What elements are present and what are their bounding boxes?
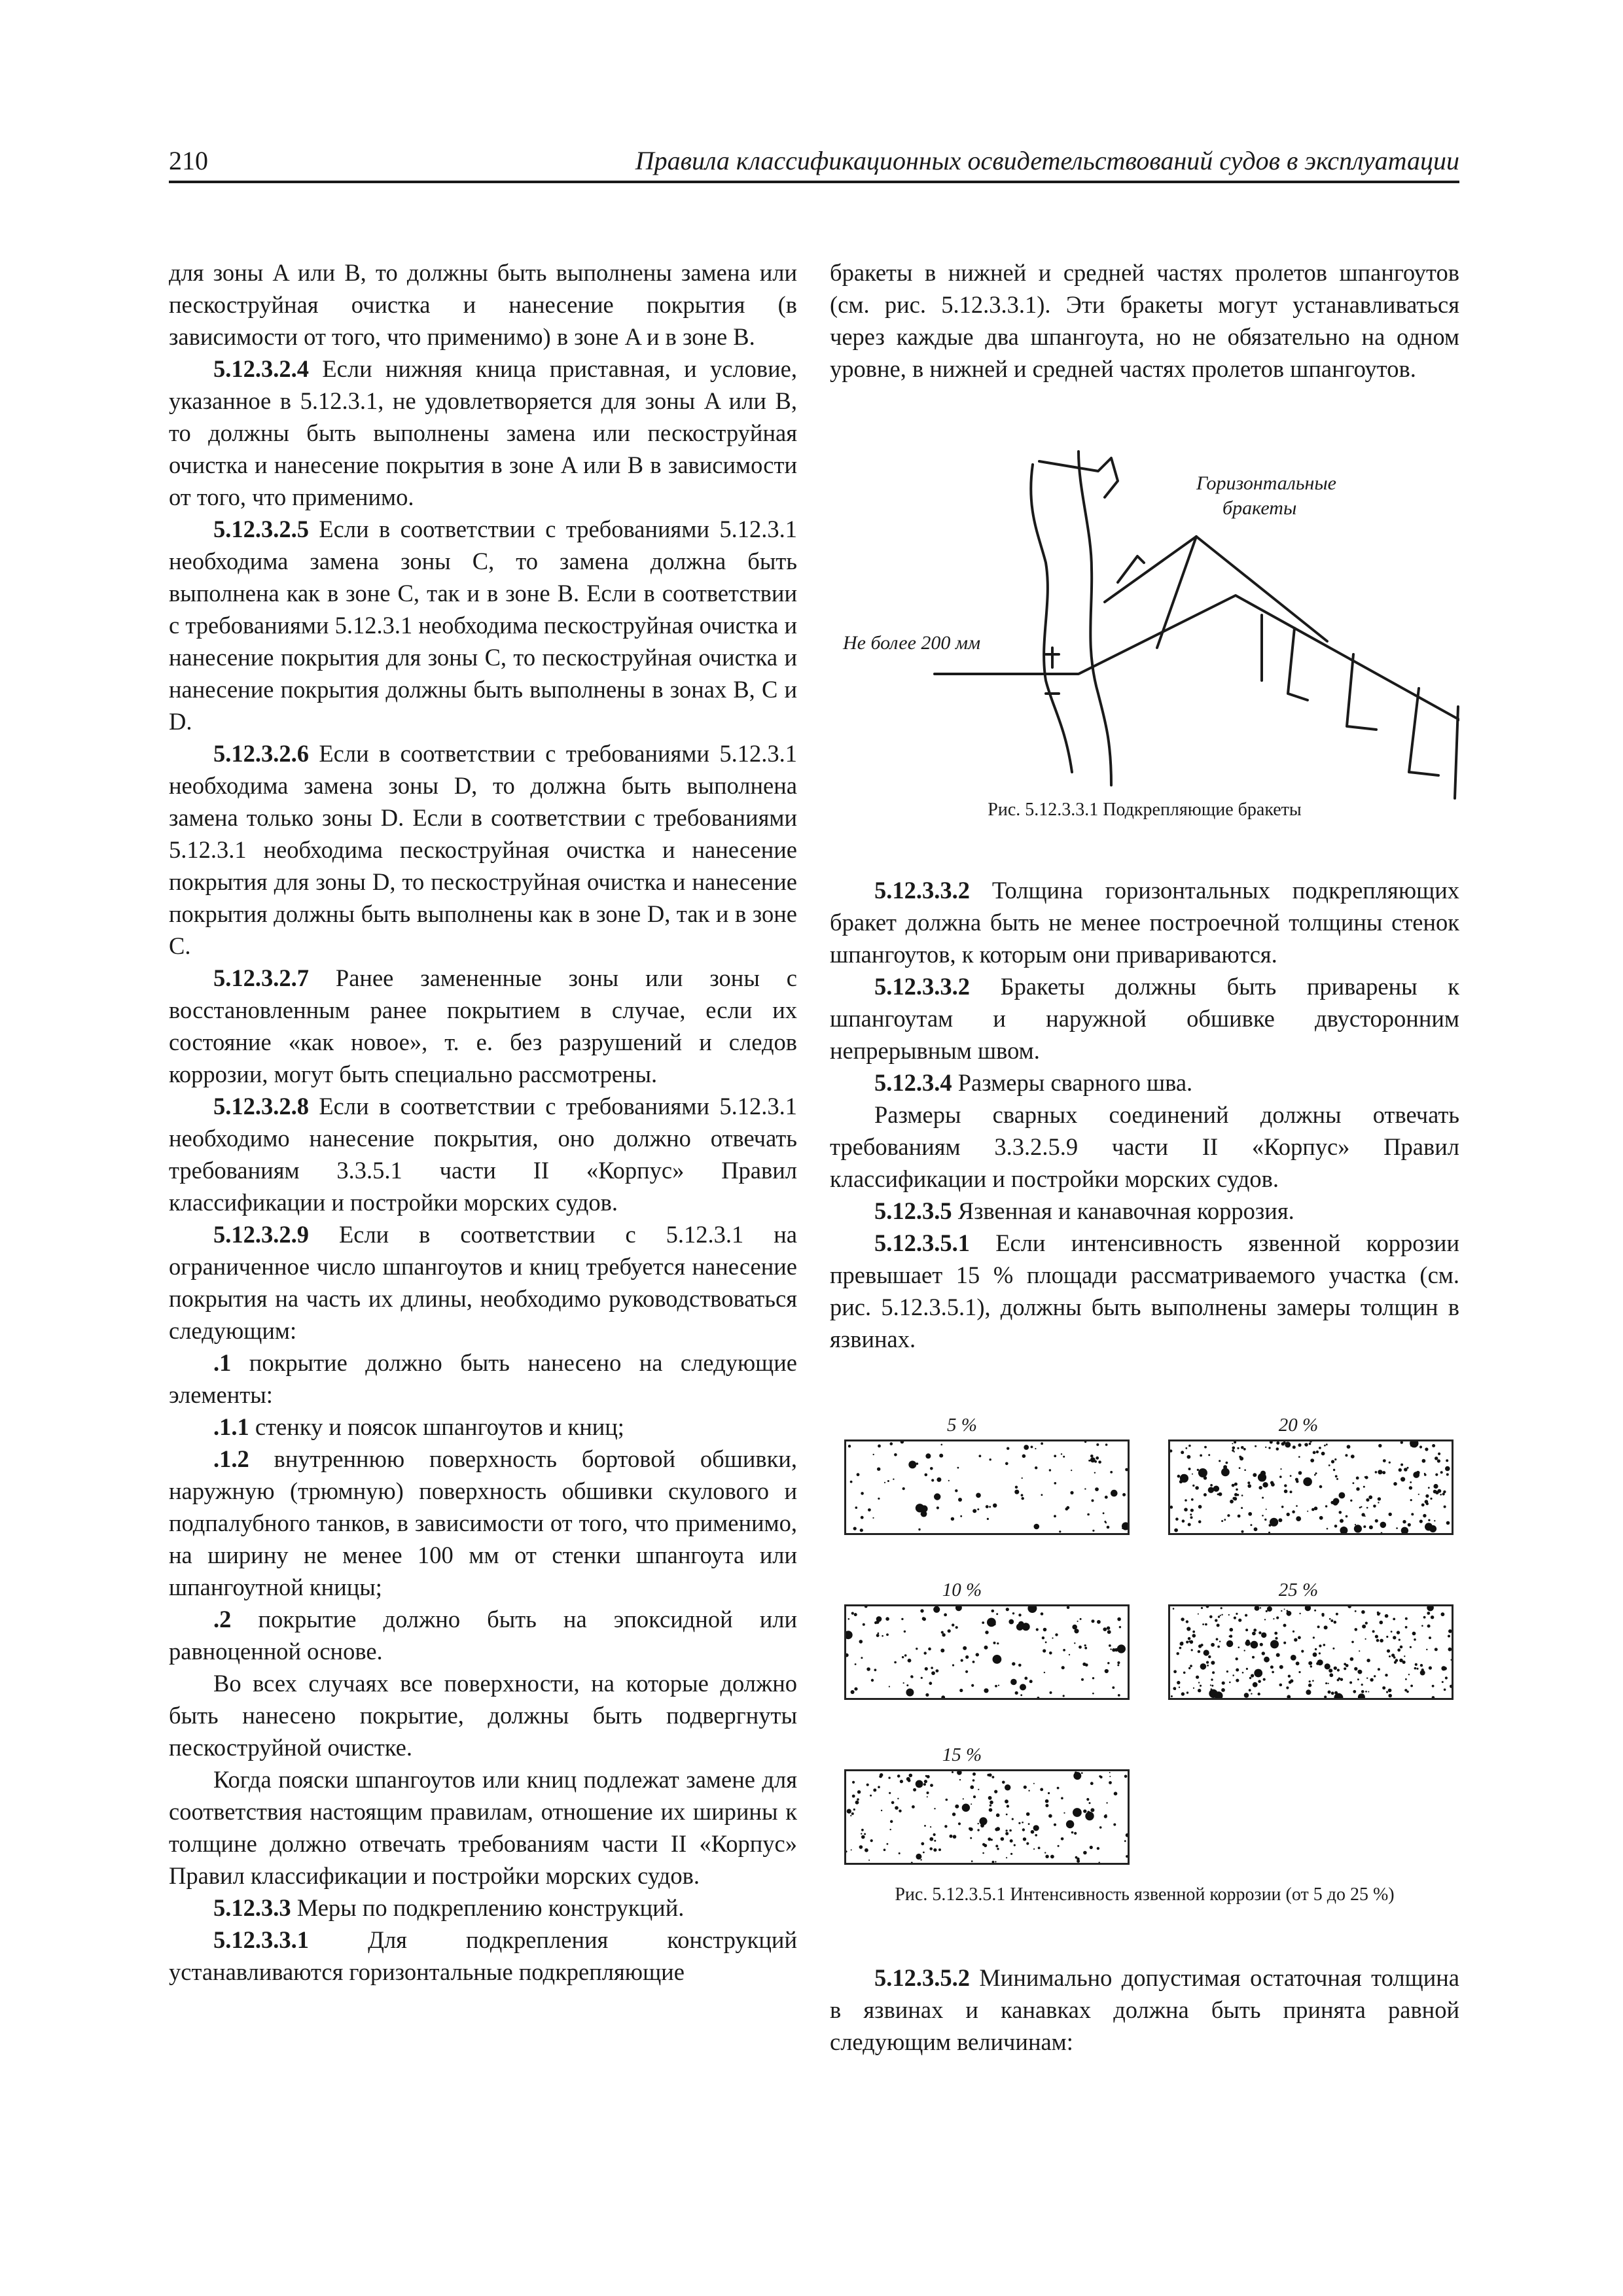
deck-line: [935, 595, 1459, 726]
right-column-bottom: [830, 1962, 1459, 2058]
figure-caption: Рис. 5.12.3.5.1 Интенсивность язвенной коррозии (от 5 до 25 %): [895, 1884, 1395, 1905]
pct-label-25: 25 %: [1278, 1580, 1319, 1600]
bracket-figure: [830, 432, 1459, 818]
pct-label-5: 5 %: [947, 1415, 977, 1436]
paragraph: 5.12.3.4 Размеры сварного шва.: [874, 1069, 1193, 1096]
fig-label-brackets-2: бракеты: [1222, 497, 1297, 519]
fig-label-distance: Не более 200 мм: [843, 632, 981, 654]
paragraph: Размеры сварных соединений должны отвечать требованиям 3.3.2.5.9 части II «Корпус» Правил классификации и постройки морских судов.: [830, 1101, 1459, 1192]
paragraph: 5.12.3.3 Меры по подкреплению конструкций.: [213, 1894, 685, 1921]
paragraph: для зоны A или B, то должны быть выполнены замена или пескоструйная очистка и нанесение покрытия (в зависимости от того, что применимо) в зоне A и в зоне B.: [169, 259, 797, 350]
frame-profile-line: [1079, 451, 1111, 785]
page-header: [169, 145, 1459, 185]
paragraph: 5.12.3.5.2 Минимально допустимая остаточная толщина в язвинах и канавках должна быть принята равной следующим величинам:: [830, 1964, 1459, 2055]
list-item: .1.1 стенку и поясок шпангоутов и книц;: [213, 1413, 624, 1440]
pct-label-20: 20 %: [1278, 1415, 1319, 1436]
pitting-sample-25: [1168, 1604, 1454, 1700]
pitting-sample-15: [844, 1769, 1130, 1865]
paragraph: 5.12.3.2.5 Если в соответствии с требованиями 5.12.3.1 необходима замена зоны C, то замена должна быть выполнена как в зоне C, так и в зоне B. Если в соответствии с требованиями 5.12.3.1 необходима пескоструйная очистка и нанесение покрытия для зоны C, то пескоструйная очистка и нанесение покрытия должны быть выполнены в зонах B, C и D.: [169, 516, 797, 735]
paragraph: 5.12.3.3.2 Толщина горизонтальных подкрепляющих бракет должна быть не менее построечной толщины стенок шпангоутов, к которым они привариваются.: [830, 877, 1459, 968]
left-column: [169, 256, 797, 1988]
paragraph: бракеты в нижней и средней частях пролетов шпангоутов (см. рис. 5.12.3.3.1). Эти бракеты могут устанавливаться через каждые два шпангоута, но не обязательно на одном уровне, в нижней и средней частях пролетов шпангоутов.: [830, 259, 1459, 382]
pitting-sample-10: [844, 1604, 1130, 1700]
paragraph: 5.12.3.2.6 Если в соответствии с требованиями 5.12.3.1 необходима замена зоны D, то должна быть выполнена замена только зоны D. Если в соответствии с требованиями 5.12.3.1 необходима пескоструйная очистка и нанесение покрытия для зоны D, то пескоструйная очистка и нанесение покрытия должны быть выполнены как в зоне D, так и в зоне C.: [169, 740, 797, 959]
paragraph: 5.12.3.5.1 Если интенсивность язвенной коррозии превышает 15 % площади рассматриваемого участка (см. рис. 5.12.3.5.1), должны быть выполнены замеры толщин в язвинах.: [830, 1229, 1459, 1352]
list-item: .1.2 внутреннюю поверхность бортовой обшивки, наружную (трюмную) поверхность обшивки скулового и подпалубного танков, в зависимости от того, что применимо, на ширину не менее 100 мм от стенки шпангоута или шпангоутной кницы;: [169, 1445, 797, 1600]
paragraph: 5.12.3.2.7 Ранее замененные зоны или зоны с восстановленным ранее покрытием в случае, если их состояние «как новое», т. е. без разрушений и следов коррозии, могут быть специально рассмотрены.: [169, 964, 797, 1087]
paragraph: 5.12.3.2.9 Если в соответствии с 5.12.3.1 на ограниченное число шпангоутов и книц требуется нанесение покрытия на часть их длины, необходимо руководствоваться следующим:: [169, 1221, 797, 1344]
shell-plating-line: [1031, 465, 1072, 772]
pct-label-10: 10 %: [942, 1580, 982, 1600]
running-title: Правила классификационных освидетельствований судов в эксплуатации: [635, 146, 1459, 175]
paragraph: 5.12.3.3.2 Бракеты должны быть приварены к шпангоутам и наружной обшивке двусторонним непрерывным швом.: [830, 973, 1459, 1064]
paragraph: 5.12.3.2.8 Если в соответствии с требованиями 5.12.3.1 необходимо нанесение покрытия, оно должно отвечать требованиям 3.3.5.1 части II «Корпус» Правил классификации и постройки морских судов.: [169, 1093, 797, 1216]
header-rule: [169, 181, 1459, 183]
right-column-mid: [830, 874, 1459, 1355]
pct-label-15: 15 %: [942, 1744, 982, 1765]
list-item: .1 покрытие должно быть нанесено на следующие элементы:: [169, 1349, 797, 1408]
figure-caption: Рис. 5.12.3.3.1 Подкрепляющие бракеты: [988, 800, 1302, 820]
right-column-top: [830, 256, 1459, 385]
pitting-sample-20: [1168, 1439, 1454, 1535]
paragraph: Во всех случаях все поверхности, на которые должно быть нанесено покрытие, должны быть подвергнуты пескоструйной очистке.: [169, 1670, 797, 1761]
paragraph: 5.12.3.2.4 Если нижняя кница приставная, и условие, указанное в 5.12.3.1, не удовлетворяется для зоны A или B, то должны быть выполнены замена или пескоструйная очистка и нанесение покрытия в зоне A или B в зависимости от того, что применимо.: [169, 355, 797, 510]
paragraph: Когда пояски шпангоутов или книц подлежат замене для соответствия настоящим правилам, отношение их ширины к толщине должно отвечать требованиям части II «Корпус» Правил классификации и постройки морских судов.: [169, 1766, 797, 1889]
fig-label-brackets: Горизонтальные: [1196, 472, 1336, 494]
page-number: 210: [169, 146, 208, 175]
paragraph: 5.12.3.5 Язвенная и канавочная коррозия.: [874, 1197, 1294, 1224]
paragraph: 5.12.3.3.1 Для подкрепления конструкций устанавливаются горизонтальные подкрепляющие: [169, 1926, 797, 1985]
list-item: .2 покрытие должно быть на эпоксидной или равноценной основе.: [169, 1606, 797, 1665]
pitting-sample-5: [844, 1439, 1130, 1535]
